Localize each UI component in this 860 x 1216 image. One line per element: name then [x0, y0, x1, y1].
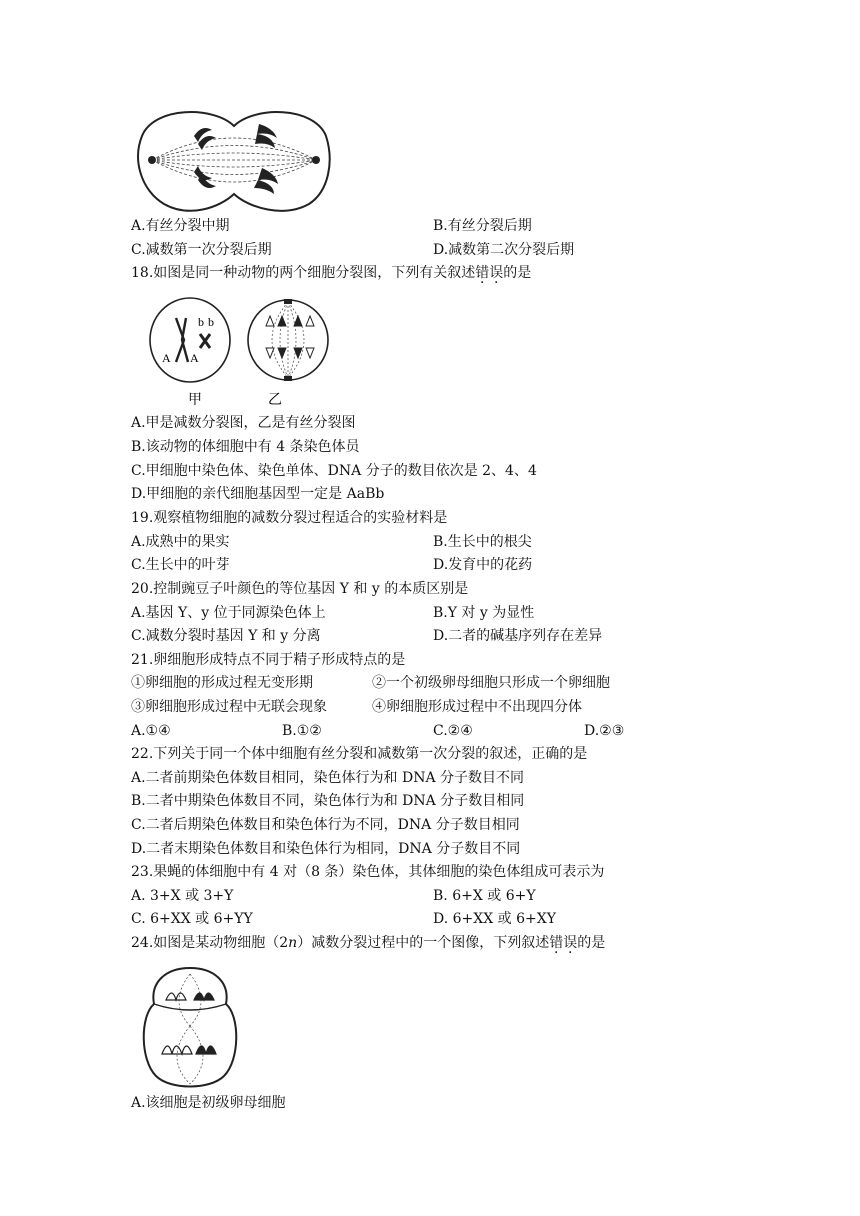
q20-option-d: D.二者的碱基序列存在差异	[433, 628, 603, 644]
q24-option-a: A.该细胞是初级卵母细胞	[131, 1095, 286, 1111]
q20-stem: 20.控制豌豆子叶颜色的等位基因 Y 和 y 的本质区别是	[131, 581, 469, 597]
q22-option-c: C.二者后期染色体数目和染色体行为不同，DNA 分子数目相同	[131, 817, 520, 833]
cell-division-figure-18	[148, 296, 338, 410]
gene-label-A-2: A	[190, 351, 199, 365]
q21-option-d: D.②③	[584, 723, 625, 739]
q21-stem: 21.卵细胞形成特点不同于精子形成特点的是	[131, 652, 406, 668]
q19-option-c: C.生长中的叶芽	[131, 557, 230, 573]
q24-stem: 24.如图是某动物细胞（2n）减数分裂过程中的一个图像，下列叙述错误的是	[131, 935, 606, 951]
q21-option-b: B.①②	[282, 723, 322, 739]
q23-option-a: A. 3+X 或 3+Y	[131, 888, 234, 904]
q18-option-a: A.甲是减数分裂图，乙是有丝分裂图	[131, 415, 356, 431]
q22-stem: 22.下列关于同一个体中细胞有丝分裂和减数第一次分裂的叙述，正确的是	[131, 746, 588, 762]
q19-option-a: A.成熟中的果实	[131, 534, 230, 550]
gene-label-b-2: b	[208, 315, 214, 329]
q18-option-c: C.甲细胞中染色体、染色单体、DNA 分子的数目依次是 2、4、4	[131, 463, 537, 479]
q22-option-b: B.二者中期染色体数目不同，染色体行为和 DNA 分子数目相同	[131, 793, 525, 809]
q19-stem: 19.观察植物细胞的减数分裂过程适合的实验材料是	[131, 510, 448, 526]
q19-option-b: B.生长中的根尖	[433, 534, 532, 550]
q21-item-2: ②一个初级卵母细胞只形成一个卵细胞	[372, 675, 610, 691]
cell-a-label: 甲	[188, 393, 202, 408]
q21-option-c: C.②④	[433, 723, 473, 739]
q23-option-b: B. 6+X 或 6+Y	[433, 888, 536, 904]
q22-option-a: A.二者前期染色体数目相同，染色体行为和 DNA 分子数目不同	[131, 770, 525, 786]
q18-option-d: D.甲细胞的亲代细胞基因型一定是 AaBb	[131, 486, 385, 502]
q17-option-a: A.有丝分裂中期	[131, 218, 230, 234]
q19-option-d: D.发育中的花药	[433, 557, 533, 573]
q21-option-a: A.①④	[131, 723, 171, 739]
q22-option-d: D.二者末期染色体数目和染色体行为相同，DNA 分子数目不同	[131, 841, 521, 857]
q20-option-a: A.基因 Y、y 位于同源染色体上	[131, 605, 326, 621]
q21-item-1: ①卵细胞的形成过程无变形期	[131, 675, 313, 691]
q18-stem: 18.如图是同一种动物的两个细胞分裂图，下列有关叙述错误的是	[131, 265, 532, 281]
q21-item-3: ③卵细胞形成过程中无联会现象	[131, 699, 327, 715]
gene-label-A-1: A	[162, 351, 171, 365]
gene-label-b-1: b	[198, 315, 204, 329]
q17-option-c: C.减数第一次分裂后期	[131, 242, 272, 258]
q17-option-d: D.减数第二次分裂后期	[433, 242, 575, 258]
q21-item-4: ④卵细胞形成过程中不出现四分体	[372, 699, 582, 715]
q20-option-c: C.减数分裂时基因 Y 和 y 分离	[131, 628, 321, 644]
q23-option-c: C. 6+XX 或 6+YY	[131, 911, 253, 927]
oocyte-division-figure	[140, 964, 240, 1092]
q17-option-b: B.有丝分裂后期	[433, 218, 532, 234]
q20-option-b: B.Y 对 y 为显性	[433, 605, 535, 621]
cell-b-label: 乙	[268, 393, 282, 408]
mitosis-anaphase-figure	[134, 106, 334, 216]
q18-option-b: B.该动物的体细胞中有 4 条染色体员	[131, 439, 360, 455]
q23-option-d: D. 6+XX 或 6+XY	[433, 911, 556, 927]
q23-stem: 23.果蝇的体细胞中有 4 对（8 条）染色体，其体细胞的染色体组成可表示为	[131, 864, 605, 880]
